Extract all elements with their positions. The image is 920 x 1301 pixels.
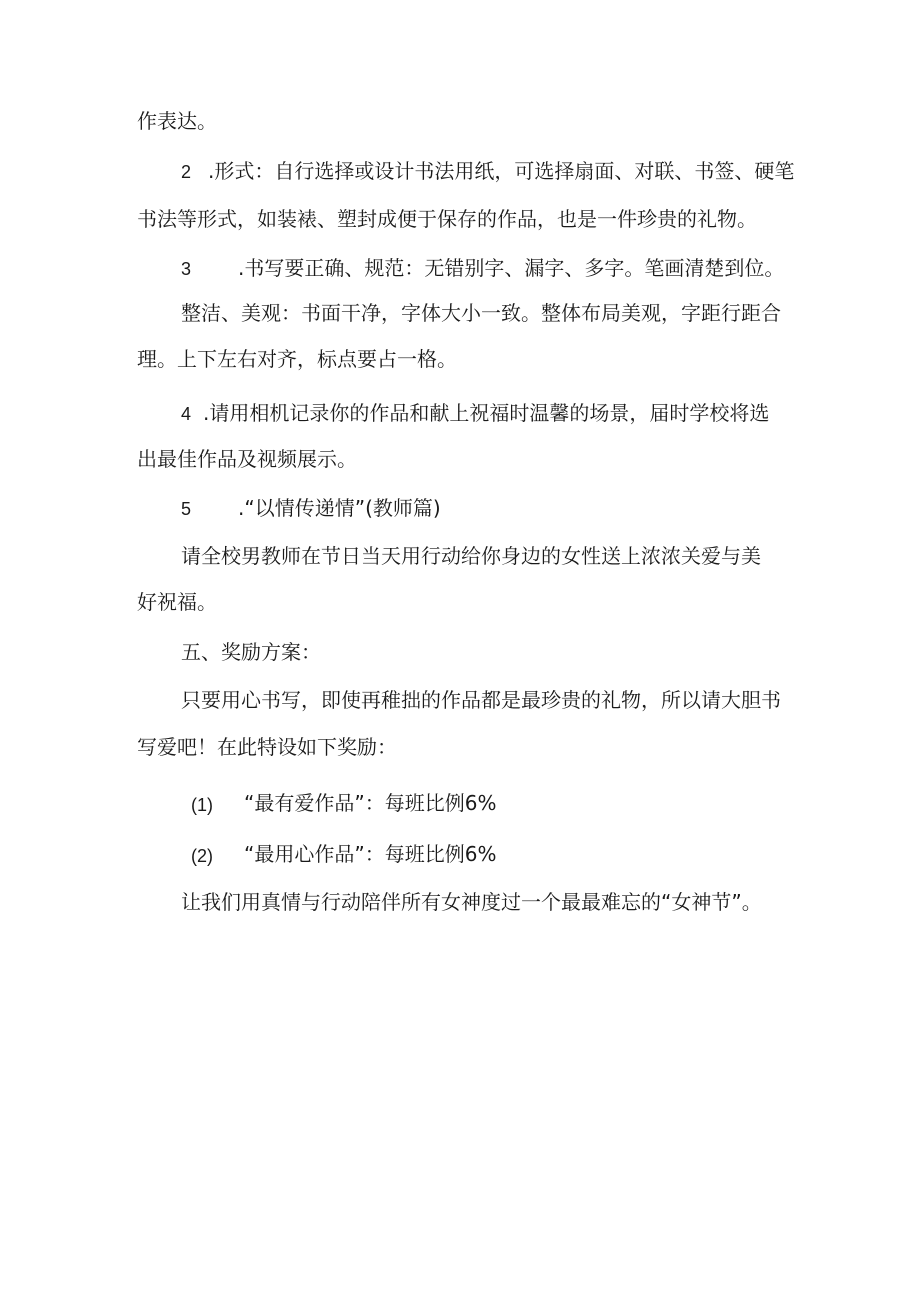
neatness-line-2: 理。上下左右对齐，标点要占一格。 — [137, 347, 457, 371]
item-4-number: 4 — [181, 404, 192, 424]
closing-line: 让我们用真情与行动陪伴所有女神度过一个最最难忘的“女神节”。 — [181, 890, 762, 914]
teacher-line-2: 好祝福。 — [137, 590, 217, 614]
neatness-line-1: 整洁、美观：书面干净，字体大小一致。整体布局美观，字距行距合 — [181, 301, 781, 325]
award-1-number: (1) — [191, 795, 213, 815]
item-2-line-1: .形式：自行选择或设计书法用纸，可选择扇面、对联、书签、硬笔 — [208, 159, 795, 183]
award-2-number: (2) — [191, 846, 213, 866]
item-4-line-1: .请用相机记录你的作品和献上祝福时温馨的场景，届时学校将选 — [203, 401, 770, 425]
paragraph-tail: 作表达。 — [137, 109, 217, 133]
item-3-text: .书写要正确、规范：无错别字、漏字、多字。笔画清楚到位。 — [238, 256, 785, 280]
teacher-line-1: 请全校男教师在节日当天用行动给你身边的女性送上浓浓关爱与美 — [181, 544, 761, 568]
item-2-number: 2 — [181, 162, 192, 182]
item-5-text: .“以情传递情”(教师篇) — [238, 496, 441, 520]
item-2-line-2: 书法等形式，如装裱、塑封成便于保存的作品，也是一件珍贵的礼物。 — [137, 207, 757, 231]
award-intro-line-1: 只要用心书写，即使再稚拙的作品都是最珍贵的礼物，所以请大胆书 — [181, 688, 781, 712]
item-3-number: 3 — [181, 259, 192, 279]
item-4-line-2: 出最佳作品及视频展示。 — [137, 447, 357, 471]
section-5-heading: 五、奖励方案： — [181, 640, 321, 664]
award-intro-line-2: 写爱吧！在此特设如下奖励： — [137, 735, 397, 759]
award-2-text: “最用心作品”：每班比例6% — [244, 842, 497, 866]
award-1-text: “最有爱作品”：每班比例6% — [244, 791, 497, 815]
item-5-number: 5 — [181, 499, 192, 519]
